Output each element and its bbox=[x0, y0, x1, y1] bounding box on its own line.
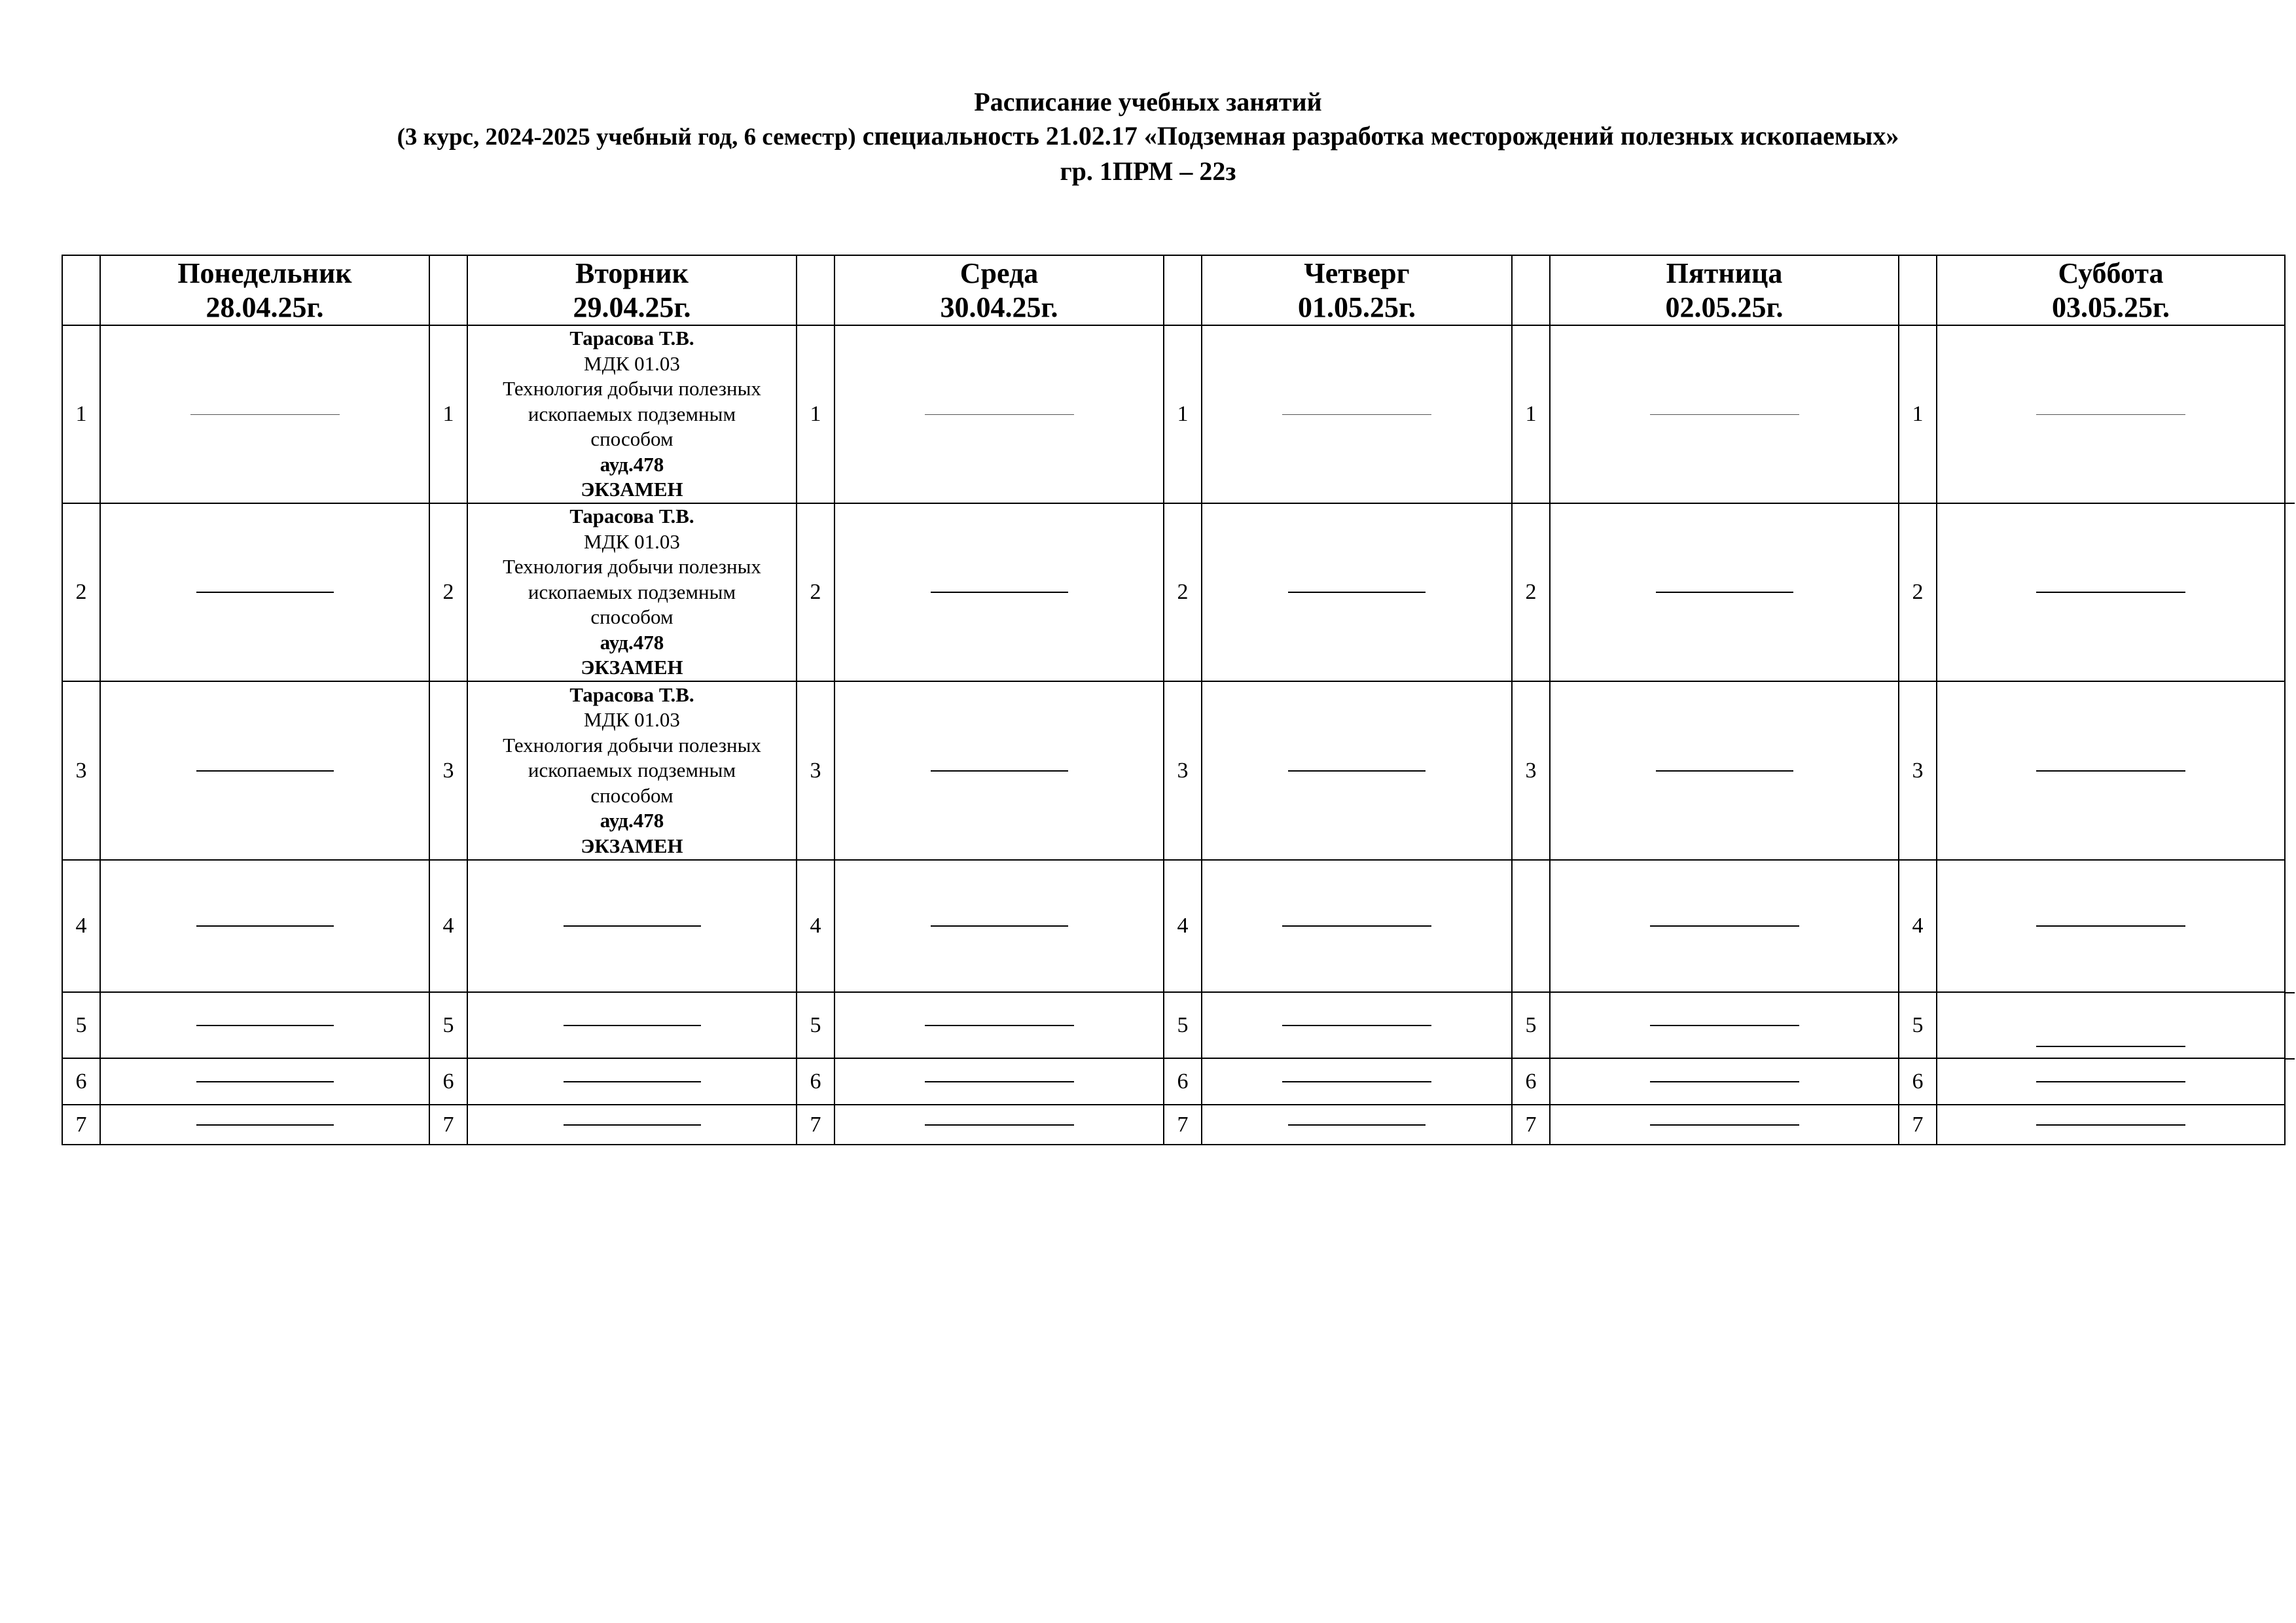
exam-label: ЭКЗАМЕН bbox=[581, 656, 683, 679]
empty-slot bbox=[1202, 681, 1512, 860]
empty-slot-dash bbox=[2036, 1046, 2185, 1047]
room-number: ауд.478 bbox=[600, 630, 664, 654]
empty-slot bbox=[834, 325, 1164, 503]
lesson-row bbox=[62, 681, 2285, 860]
empty-slot bbox=[834, 681, 1164, 860]
number-column-header bbox=[797, 255, 834, 325]
empty-slot-dash bbox=[2036, 592, 2185, 593]
lesson-number: 2 bbox=[62, 503, 100, 681]
day-name: Понедельник bbox=[177, 257, 352, 289]
lesson-number: 1 bbox=[1512, 325, 1550, 503]
empty-slot bbox=[467, 992, 797, 1058]
empty-slot bbox=[834, 860, 1164, 992]
number-column-header bbox=[1164, 255, 1202, 325]
lesson-number: 4 bbox=[1899, 860, 1937, 992]
subject-line: Технология добычи полезных bbox=[503, 733, 761, 757]
day-date: 29.04.25г. bbox=[573, 291, 691, 323]
day-date: 01.05.25г. bbox=[1297, 291, 1416, 323]
empty-slot bbox=[100, 860, 429, 992]
empty-slot bbox=[1202, 503, 1512, 681]
lesson-number: 6 bbox=[429, 1058, 467, 1105]
empty-slot bbox=[834, 992, 1164, 1058]
empty-slot bbox=[100, 681, 429, 860]
lesson-number: 3 bbox=[429, 681, 467, 860]
empty-slot-dash bbox=[190, 414, 340, 415]
empty-slot bbox=[1550, 860, 1899, 992]
schedule-header bbox=[0, 85, 2296, 188]
lesson-number: 3 bbox=[1512, 681, 1550, 860]
day-name: Среда bbox=[960, 257, 1039, 289]
day-name: Вторник bbox=[575, 257, 689, 289]
empty-slot bbox=[1937, 1058, 2285, 1105]
subject-line: способом bbox=[590, 783, 673, 807]
day-name: Четверг bbox=[1304, 257, 1410, 289]
class-entry bbox=[467, 681, 797, 860]
empty-slot-dash bbox=[925, 1025, 1074, 1026]
day-date: 30.04.25г. bbox=[940, 291, 1058, 323]
exam-label: ЭКЗАМЕН bbox=[581, 478, 683, 501]
empty-slot bbox=[1937, 681, 2285, 860]
empty-slot-dash bbox=[931, 925, 1068, 927]
empty-slot-dash bbox=[925, 1081, 1074, 1082]
page-subtitle bbox=[0, 119, 2296, 154]
empty-slot-dash bbox=[2036, 414, 2185, 415]
lesson-number: 3 bbox=[62, 681, 100, 860]
number-column-header bbox=[1899, 255, 1937, 325]
empty-slot-dash bbox=[1288, 770, 1426, 772]
empty-slot-dash bbox=[2036, 925, 2185, 927]
day-date: 03.05.25г. bbox=[2051, 291, 2170, 323]
teacher-name: Тарасова Т.В. bbox=[569, 505, 694, 528]
subject-line: способом bbox=[590, 605, 673, 629]
number-column-header bbox=[1512, 255, 1550, 325]
empty-slot bbox=[1202, 1058, 1512, 1105]
empty-slot-dash bbox=[2036, 1081, 2185, 1082]
class-entry bbox=[467, 503, 797, 681]
empty-slot-dash bbox=[564, 1081, 701, 1082]
lesson-number: 6 bbox=[1899, 1058, 1937, 1105]
lesson-row bbox=[62, 1105, 2285, 1145]
empty-slot-dash bbox=[1282, 925, 1431, 927]
number-column-header bbox=[62, 255, 100, 325]
empty-slot bbox=[100, 992, 429, 1058]
empty-slot bbox=[467, 860, 797, 992]
lesson-number: 5 bbox=[1899, 992, 1937, 1058]
lesson-number-blank bbox=[1512, 860, 1550, 992]
empty-slot-dash bbox=[1656, 770, 1793, 772]
lesson-number: 2 bbox=[429, 503, 467, 681]
day-header-thursday bbox=[1202, 255, 1512, 325]
empty-slot-dash bbox=[1282, 414, 1431, 415]
empty-slot bbox=[1937, 503, 2285, 681]
room-number: ауд.478 bbox=[600, 809, 664, 832]
day-header-saturday bbox=[1937, 255, 2285, 325]
border-stub bbox=[2286, 1058, 2295, 1060]
lesson-number: 7 bbox=[429, 1105, 467, 1145]
empty-slot bbox=[467, 1105, 797, 1145]
lesson-number: 2 bbox=[1164, 503, 1202, 681]
subject-line: ископаемых подземным bbox=[528, 580, 736, 603]
subtitle-course-info: (3 курс, 2024-2025 учебный год, 6 семестр) bbox=[397, 124, 856, 151]
empty-slot bbox=[100, 1058, 429, 1105]
empty-slot bbox=[1550, 1058, 1899, 1105]
day-date: 28.04.25г. bbox=[206, 291, 324, 323]
empty-slot-dash bbox=[1288, 592, 1426, 593]
border-stub bbox=[2286, 503, 2295, 504]
class-entry bbox=[467, 325, 797, 503]
lesson-number: 5 bbox=[1512, 992, 1550, 1058]
empty-slot-dash bbox=[931, 592, 1068, 593]
empty-slot-dash bbox=[1650, 925, 1799, 927]
empty-slot-dash bbox=[1650, 414, 1799, 415]
group-label: гр. 1ПРМ – 22з bbox=[1060, 156, 1236, 186]
lesson-number: 1 bbox=[62, 325, 100, 503]
lesson-number: 4 bbox=[1164, 860, 1202, 992]
empty-slot-dash bbox=[1650, 1081, 1799, 1082]
empty-slot-dash bbox=[925, 1124, 1074, 1126]
empty-slot bbox=[100, 503, 429, 681]
page-title: Расписание учебных занятий bbox=[974, 87, 1322, 116]
empty-slot-dash bbox=[2036, 1124, 2185, 1126]
empty-slot-dash bbox=[931, 770, 1068, 772]
lesson-number: 6 bbox=[62, 1058, 100, 1105]
lesson-number: 7 bbox=[797, 1105, 834, 1145]
border-stub bbox=[2286, 992, 2295, 993]
day-header-friday bbox=[1550, 255, 1899, 325]
course-code: МДК 01.03 bbox=[584, 529, 680, 553]
empty-slot bbox=[467, 1058, 797, 1105]
lesson-row bbox=[62, 992, 2285, 1058]
lesson-number: 7 bbox=[1164, 1105, 1202, 1145]
empty-slot bbox=[834, 503, 1164, 681]
lesson-number: 4 bbox=[797, 860, 834, 992]
lesson-row bbox=[62, 503, 2285, 681]
lesson-number: 1 bbox=[797, 325, 834, 503]
lesson-row bbox=[62, 860, 2285, 992]
empty-slot-dash bbox=[564, 925, 701, 927]
lesson-number: 5 bbox=[797, 992, 834, 1058]
course-code: МДК 01.03 bbox=[584, 351, 680, 375]
subject-line: ископаемых подземным bbox=[528, 758, 736, 782]
lesson-number: 4 bbox=[429, 860, 467, 992]
day-date: 02.05.25г. bbox=[1665, 291, 1784, 323]
empty-slot bbox=[1202, 325, 1512, 503]
lesson-number: 7 bbox=[1512, 1105, 1550, 1145]
lesson-number: 2 bbox=[1512, 503, 1550, 681]
day-name: Суббота bbox=[2058, 257, 2164, 289]
empty-slot bbox=[1202, 992, 1512, 1058]
subtitle-specialty: специальность 21.02.17 «Подземная разработка месторождений полезных ископаемых» bbox=[855, 121, 1899, 151]
day-header-monday bbox=[100, 255, 429, 325]
lesson-number: 7 bbox=[1899, 1105, 1937, 1145]
empty-slot-dash bbox=[1282, 1081, 1431, 1082]
empty-slot bbox=[1937, 1105, 2285, 1145]
empty-slot bbox=[1937, 992, 2285, 1058]
empty-slot-dash bbox=[196, 1081, 334, 1082]
empty-slot bbox=[1937, 860, 2285, 992]
lesson-number: 6 bbox=[797, 1058, 834, 1105]
teacher-name: Тарасова Т.В. bbox=[569, 327, 694, 350]
empty-slot bbox=[834, 1058, 1164, 1105]
empty-slot-dash bbox=[564, 1025, 701, 1026]
lesson-number: 1 bbox=[1899, 325, 1937, 503]
lesson-number: 1 bbox=[429, 325, 467, 503]
lesson-number: 3 bbox=[1899, 681, 1937, 860]
empty-slot-dash bbox=[196, 592, 334, 593]
day-header-tuesday bbox=[467, 255, 797, 325]
empty-slot-dash bbox=[1650, 1025, 1799, 1026]
empty-slot-dash bbox=[196, 1124, 334, 1126]
lesson-number: 5 bbox=[429, 992, 467, 1058]
lesson-number: 3 bbox=[797, 681, 834, 860]
empty-slot-dash bbox=[564, 1124, 701, 1126]
lesson-number: 7 bbox=[62, 1105, 100, 1145]
lesson-number: 6 bbox=[1164, 1058, 1202, 1105]
lesson-number: 5 bbox=[62, 992, 100, 1058]
empty-slot-dash bbox=[2036, 770, 2185, 772]
subject-line: Технология добычи полезных bbox=[503, 377, 761, 401]
empty-slot-dash bbox=[1288, 1124, 1426, 1126]
subject-line: способом bbox=[590, 427, 673, 451]
empty-slot bbox=[100, 1105, 429, 1145]
exam-label: ЭКЗАМЕН bbox=[581, 834, 683, 857]
room-number: ауд.478 bbox=[600, 452, 664, 476]
empty-slot-dash bbox=[1282, 1025, 1431, 1026]
empty-slot-dash bbox=[1650, 1124, 1799, 1126]
day-header-wednesday bbox=[834, 255, 1164, 325]
teacher-name: Тарасова Т.В. bbox=[569, 683, 694, 706]
day-name: Пятница bbox=[1666, 257, 1783, 289]
empty-slot-dash bbox=[925, 414, 1074, 415]
empty-slot bbox=[1550, 681, 1899, 860]
lesson-number: 5 bbox=[1164, 992, 1202, 1058]
number-column-header bbox=[429, 255, 467, 325]
empty-slot bbox=[1937, 325, 2285, 503]
empty-slot-dash bbox=[1656, 592, 1793, 593]
lesson-number: 2 bbox=[797, 503, 834, 681]
empty-slot bbox=[1550, 992, 1899, 1058]
empty-slot bbox=[1550, 503, 1899, 681]
day-header-row bbox=[62, 255, 2285, 325]
lesson-number: 1 bbox=[1164, 325, 1202, 503]
subject-line: ископаемых подземным bbox=[528, 402, 736, 425]
empty-slot-dash bbox=[196, 925, 334, 927]
empty-slot bbox=[1550, 325, 1899, 503]
lesson-row bbox=[62, 1058, 2285, 1105]
lesson-number: 4 bbox=[62, 860, 100, 992]
empty-slot bbox=[100, 325, 429, 503]
lesson-row bbox=[62, 325, 2285, 503]
empty-slot-dash bbox=[196, 770, 334, 772]
lesson-number: 2 bbox=[1899, 503, 1937, 681]
lesson-number: 6 bbox=[1512, 1058, 1550, 1105]
subject-line: Технология добычи полезных bbox=[503, 555, 761, 579]
course-code: МДК 01.03 bbox=[584, 708, 680, 732]
empty-slot bbox=[1202, 860, 1512, 992]
empty-slot bbox=[1550, 1105, 1899, 1145]
empty-slot-dash bbox=[196, 1025, 334, 1026]
schedule-table bbox=[62, 255, 2286, 1145]
empty-slot bbox=[1202, 1105, 1512, 1145]
empty-slot bbox=[834, 1105, 1164, 1145]
lesson-number: 3 bbox=[1164, 681, 1202, 860]
